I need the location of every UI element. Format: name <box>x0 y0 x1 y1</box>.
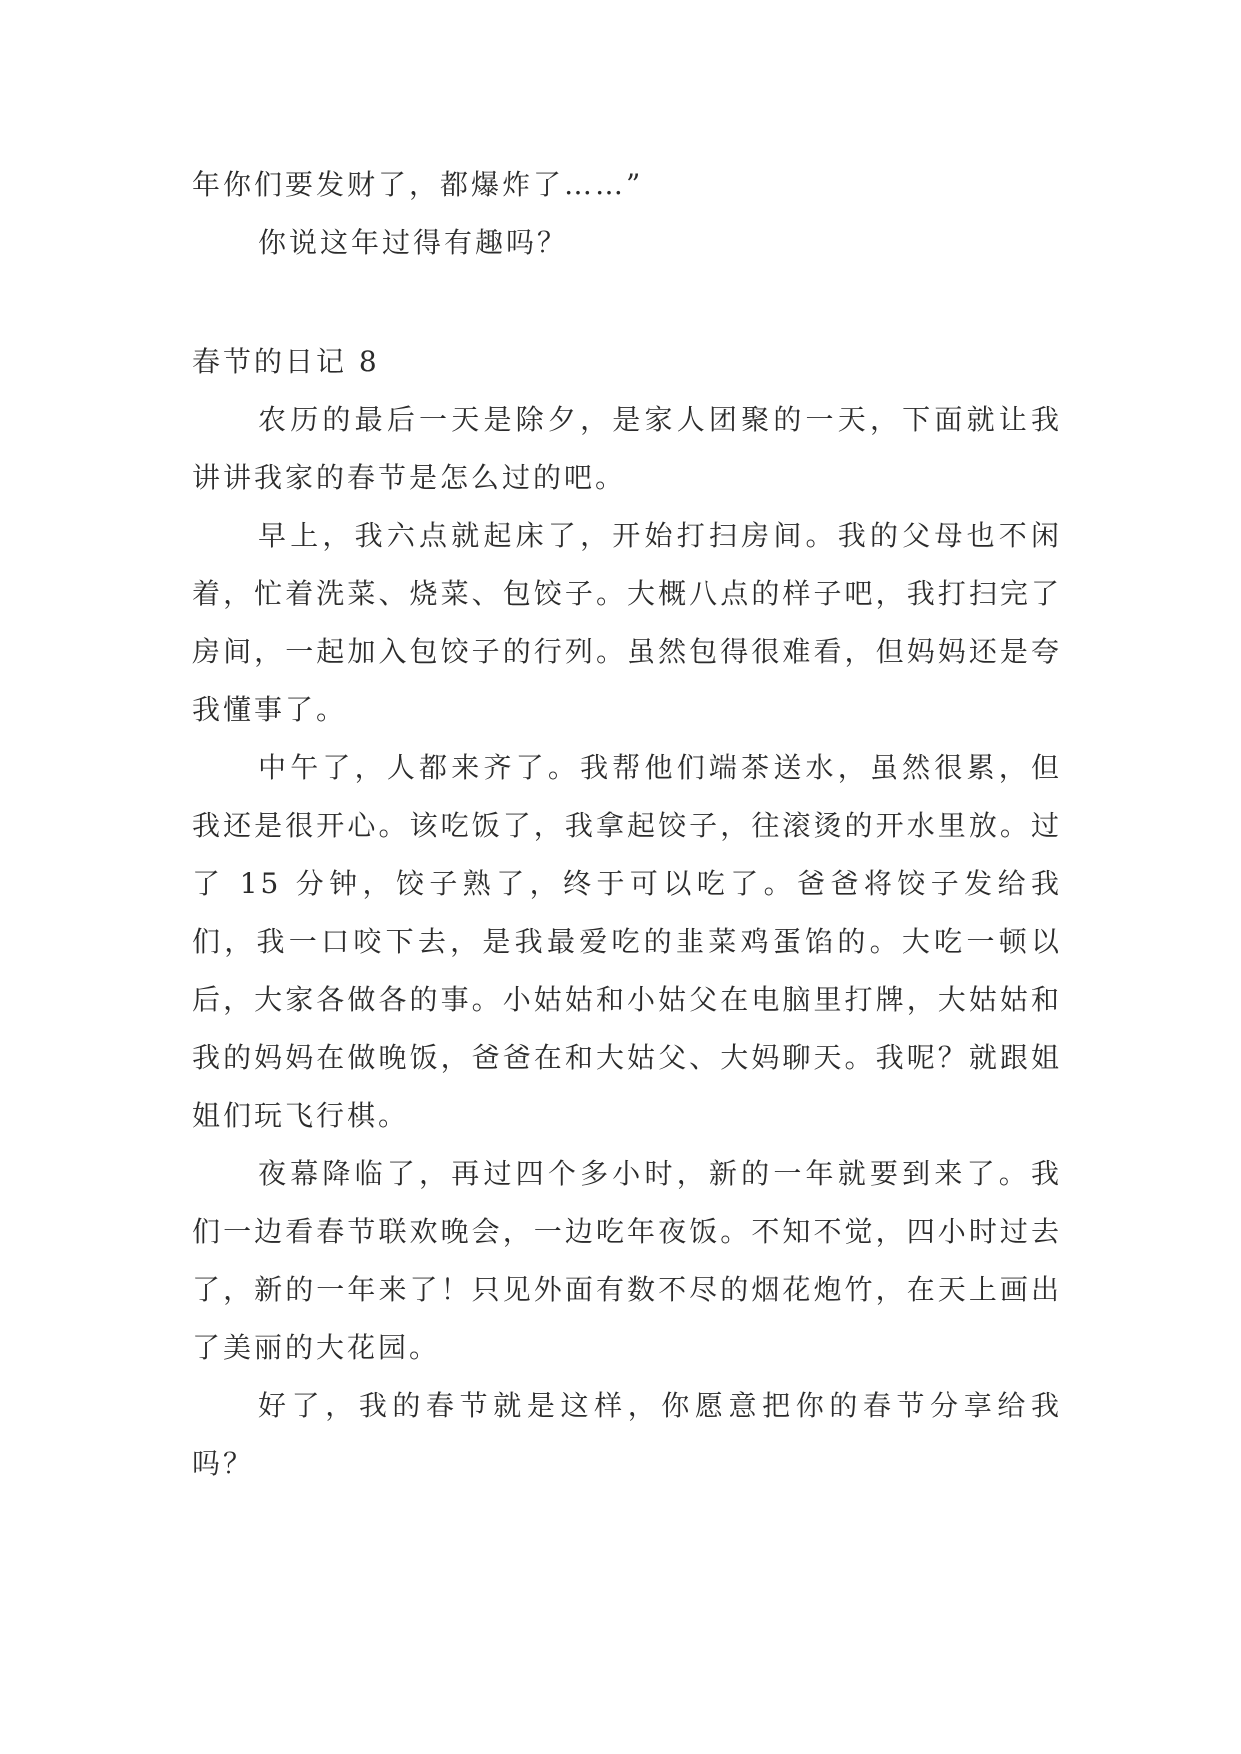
diary-paragraph: 农历的最后一天是除夕，是家人团聚的一天，下面就让我讲讲我家的春节是怎么过的吧。 <box>192 403 1062 494</box>
diary-title: 春节的日记 8 <box>192 345 380 378</box>
continued-line: 年你们要发财了，都爆炸了……” <box>192 168 644 201</box>
continued-text <box>192 156 1062 272</box>
diary-paragraph: 夜幕降临了，再过四个多小时，新的一年就要到来了。我们一边看春节联欢晚会，一边吃年夜饭。不知不觉，四小时过去了，新的一年来了！只见外面有数不尽的烟花炮竹，在天上画出了美丽的大花园。 <box>192 1157 1062 1364</box>
diary-paragraph: 中午了，人都来齐了。我帮他们端茶送水，虽然很累，但我还是很开心。该吃饭了，我拿起饺子，往滚烫的开水里放。过了 15 分钟，饺子熟了，终于可以吃了。爸爸将饺子发给我们，我一口咬下去，是我最爱吃的韭菜鸡蛋馅的。大吃一顿以后，大家各做各的事。小姑姑和小姑父在电脑里打牌，大姑姑和我的妈妈在做晚饭，爸爸在和大姑父、大妈聊天。我呢？就跟姐姐们玩飞行棋。 <box>192 751 1062 1132</box>
diary-body <box>192 391 1062 1493</box>
diary-paragraph: 早上，我六点就起床了，开始打扫房间。我的父母也不闲着，忙着洗菜、烧菜、包饺子。大概八点的样子吧，我打扫完了房间，一起加入包饺子的行列。虽然包得很难看，但妈妈还是夸我懂事了。 <box>192 519 1062 726</box>
continued-paragraph: 你说这年过得有趣吗？ <box>258 226 569 259</box>
diary-paragraph: 好了，我的春节就是这样，你愿意把你的春节分享给我吗？ <box>192 1389 1062 1480</box>
